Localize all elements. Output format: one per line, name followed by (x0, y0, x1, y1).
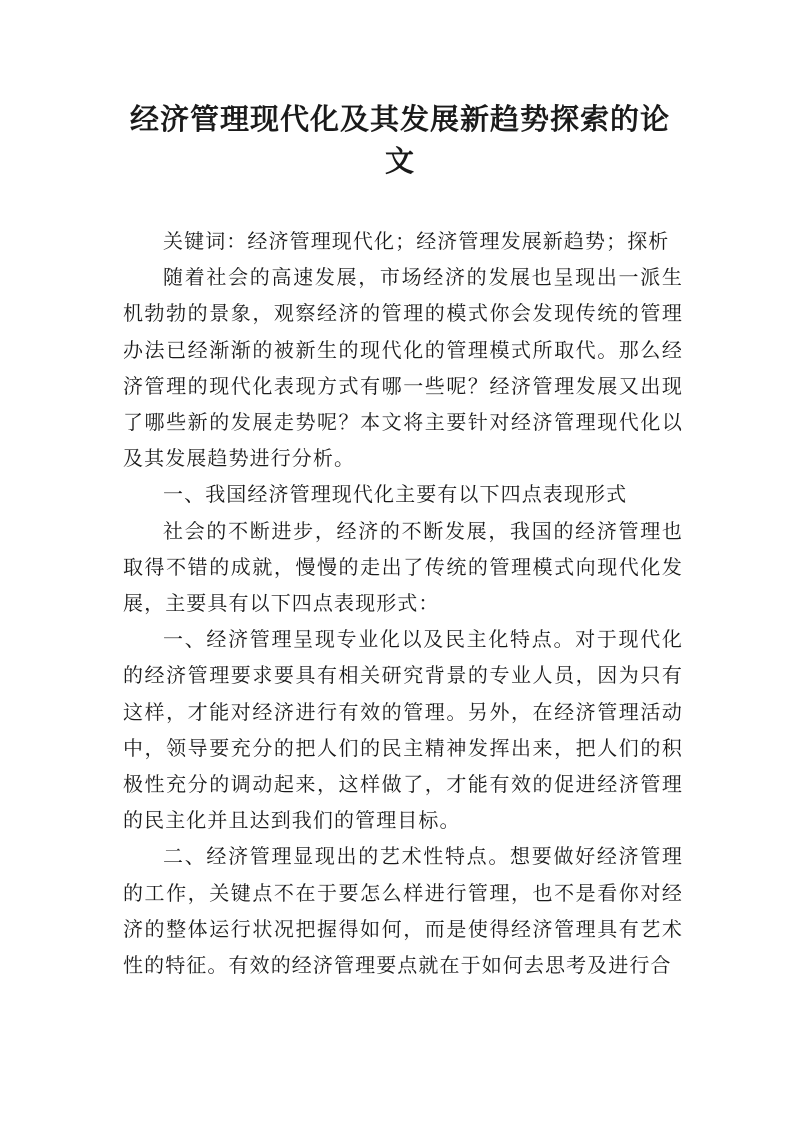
section-heading-1: 一、我国经济管理现代化主要有以下四点表现形式 (163, 482, 628, 507)
document-title: 经济管理现代化及其发展新趋势探索的论文 (129, 102, 670, 178)
document-body (123, 223, 683, 983)
paragraph-point-1: 一、经济管理呈现专业化以及民主化特点。对于现代化的经济管理要求要具有相关研究背景的专业人员，因为只有这样，才能对经济进行有效的管理。另外，在经济管理活动中，领导要充分的把人们的民主精神发挥出来，把人们的积极性充分的调动起来，这样做了，才能有效的促进经济管理的民主化并且达到我们的管理目标。 (123, 627, 683, 833)
paragraph-section-intro: 社会的不断进步，经济的不断发展，我国的经济管理也取得不错的成就，慢慢的走出了传统的管理模式向现代化发展，主要具有以下四点表现形式： (123, 518, 683, 616)
paragraph-intro: 随着社会的高速发展，市场经济的发展也呈现出一派生机勃勃的景象，观察经济的管理的模式你会发现传统的管理办法已经渐渐的被新生的现代化的管理模式所取代。那么经济管理的现代化表现方式有哪一些呢？经济管理发展又出现了哪些新的发展走势呢？本文将主要针对经济管理现代化以及其发展趋势进行分析。 (123, 265, 683, 471)
keywords-line: 关键词：经济管理现代化；经济管理发展新趋势；探析 (163, 229, 670, 253)
paragraph-point-2: 二、经济管理显现出的艺术性特点。想要做好经济管理的工作，关键点不在于要怎么样进行管理，也不是看你对经济的整体运行状况把握得如何，而是使得经济管理具有艺术性的特征。有效的经济管理要点就在于如何去思考及进行合 (123, 844, 683, 978)
